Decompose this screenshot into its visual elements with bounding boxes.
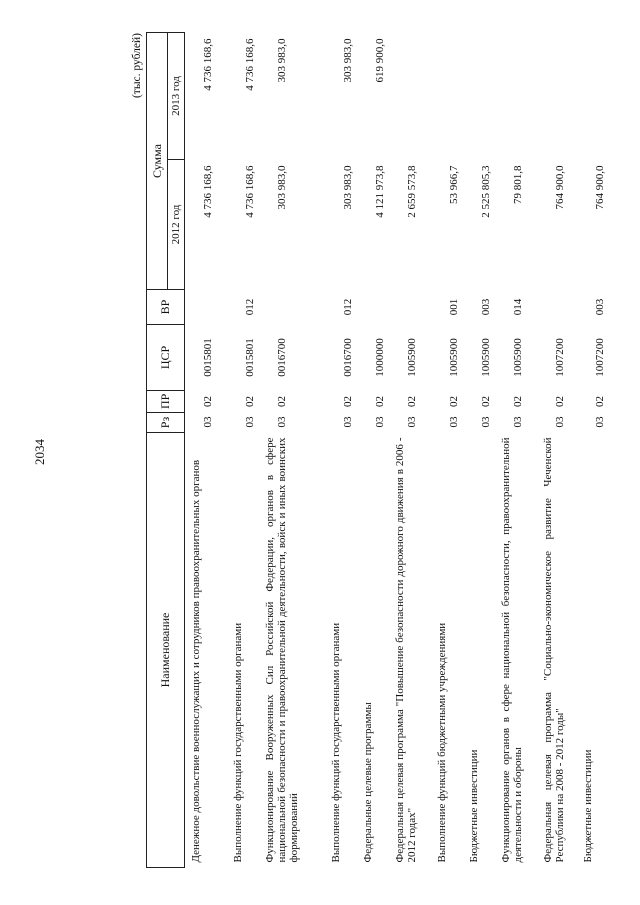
row-vr: 012 bbox=[341, 298, 354, 316]
row-vr: 014 bbox=[511, 298, 524, 316]
row-name: Бюджетные инвестиции bbox=[581, 749, 594, 863]
table-header bbox=[147, 32, 185, 867]
rotated-page-content bbox=[128, 33, 628, 868]
row-amount-2013: 303 983,0 bbox=[275, 38, 288, 83]
row-csr: 1007200 bbox=[593, 338, 606, 377]
table-body bbox=[185, 32, 609, 867]
row-amount-2012: 2 525 805,3 bbox=[479, 165, 492, 218]
row-amount-2013 bbox=[463, 32, 495, 159]
row-rz: 03 bbox=[553, 416, 566, 428]
table-row bbox=[537, 32, 577, 867]
table-row bbox=[325, 32, 357, 867]
row-rz: 03 bbox=[447, 416, 460, 428]
row-amount-2012: 764 900,0 bbox=[593, 165, 606, 210]
row-name: Бюджетные инвестиции bbox=[467, 749, 480, 863]
row-csr: 1000000 bbox=[373, 338, 386, 377]
header-csr: ЦСР bbox=[147, 325, 185, 391]
row-amount-2012: 4 736 168,6 bbox=[202, 165, 214, 218]
row-pr: 02 bbox=[373, 396, 386, 407]
row-pr: 02 bbox=[447, 396, 460, 407]
row-vr bbox=[537, 290, 577, 325]
row-vr: 012 bbox=[243, 298, 256, 316]
units-label: (тыс. рублей) bbox=[131, 33, 143, 99]
row-name: Выполнение функций бюджетными учреждениями bbox=[435, 622, 448, 863]
row-name: Функционирование органов в сфере национальной безопасности, правоохранительной деятельности и обороны bbox=[499, 437, 524, 863]
row-csr: 0015801 bbox=[243, 338, 256, 377]
row-name: Функционирование Вооруженных Сил Российской Федерации, органов в сфере национальной безопасности и правоохранительной деятельности, войск и иных воинских формирований bbox=[263, 437, 300, 863]
row-vr bbox=[259, 290, 325, 325]
row-csr: 1005900 bbox=[447, 338, 460, 377]
row-pr: 02 bbox=[511, 396, 524, 407]
row-rz: 03 bbox=[243, 416, 256, 428]
row-pr: 02 bbox=[275, 396, 288, 407]
row-csr: 0016700 bbox=[341, 338, 354, 377]
table-row bbox=[431, 32, 463, 867]
table-row bbox=[389, 32, 431, 867]
row-amount-2012: 53 966,7 bbox=[447, 165, 460, 204]
row-rz: 03 bbox=[405, 416, 418, 428]
row-csr: 1005900 bbox=[479, 338, 492, 377]
header-sum: Сумма bbox=[147, 32, 168, 289]
row-amount-2013: 303 983,0 bbox=[341, 38, 354, 83]
budget-table bbox=[146, 32, 609, 868]
row-pr: 02 bbox=[341, 396, 354, 407]
row-amount-2012: 303 983,0 bbox=[275, 165, 288, 210]
row-rz: 03 bbox=[341, 416, 354, 428]
row-name: Денежное довольствие военнослужащих и сотрудников правоохранительных органов bbox=[190, 459, 202, 863]
header-year-2012: 2012 год bbox=[168, 160, 185, 290]
row-amount-2013 bbox=[577, 32, 609, 159]
row-amount-2012: 4 121 973,8 bbox=[373, 165, 386, 218]
row-rz: 03 bbox=[202, 416, 214, 428]
header-year-2013: 2013 год bbox=[168, 32, 185, 159]
table-row bbox=[495, 32, 537, 867]
row-rz: 03 bbox=[479, 416, 492, 428]
row-amount-2013 bbox=[389, 32, 431, 159]
row-rz: 03 bbox=[275, 416, 288, 428]
row-amount-2013: 619 900,0 bbox=[373, 38, 386, 83]
row-rz: 03 bbox=[511, 416, 524, 428]
row-name: Выполнение функций государственными органами bbox=[231, 622, 244, 863]
row-name: Федеральная целевая программа "Повышение безопасности дорожного движения в 2006 - 2012 годах" bbox=[393, 437, 418, 863]
row-amount-2013 bbox=[495, 32, 537, 159]
row-amount-2013 bbox=[537, 32, 577, 159]
row-amount-2013: 4 736 168,6 bbox=[202, 38, 214, 91]
row-rz: 03 bbox=[373, 416, 386, 428]
row-csr: 0015801 bbox=[202, 338, 214, 377]
row-amount-2012: 764 900,0 bbox=[553, 165, 566, 210]
row-pr: 02 bbox=[405, 396, 418, 407]
header-vr: ВР bbox=[147, 290, 185, 325]
table-row bbox=[227, 32, 259, 867]
header-rz: Рз bbox=[147, 413, 185, 433]
table-row bbox=[577, 32, 609, 867]
table-row bbox=[463, 32, 495, 867]
row-pr: 02 bbox=[479, 396, 492, 407]
row-rz: 03 bbox=[593, 416, 606, 428]
row-csr: 1007200 bbox=[553, 338, 566, 377]
table-row bbox=[185, 32, 227, 867]
row-pr: 02 bbox=[553, 396, 566, 407]
row-csr: 0016700 bbox=[275, 338, 288, 377]
row-vr: 003 bbox=[593, 298, 606, 316]
row-name: Федеральная целевая программа "Социально-экономическое развитие Чеченской Республики на 2008 - 2012 годы" bbox=[541, 437, 566, 863]
row-vr bbox=[389, 290, 431, 325]
row-vr bbox=[185, 290, 227, 325]
row-amount-2012: 303 983,0 bbox=[341, 165, 354, 210]
row-vr: 001 bbox=[447, 298, 460, 316]
row-vr: 003 bbox=[479, 298, 492, 316]
row-amount-2013 bbox=[431, 32, 463, 159]
row-name: Федеральные целевые программы bbox=[361, 702, 374, 863]
header-pr: ПР bbox=[147, 391, 185, 413]
row-pr: 02 bbox=[202, 396, 214, 407]
row-pr: 02 bbox=[243, 396, 256, 407]
row-csr: 1005900 bbox=[511, 338, 524, 377]
header-name: Наименование bbox=[147, 433, 185, 868]
row-amount-2012: 79 801,8 bbox=[511, 165, 524, 204]
table-row bbox=[259, 32, 325, 867]
table-row bbox=[357, 32, 389, 867]
row-pr: 02 bbox=[593, 396, 606, 407]
row-csr: 1005900 bbox=[405, 338, 418, 377]
row-amount-2013: 4 736 168,6 bbox=[243, 38, 256, 91]
row-amount-2012: 2 659 573,8 bbox=[405, 165, 418, 218]
page-number: 2034 bbox=[32, 439, 47, 465]
row-vr bbox=[357, 290, 389, 325]
row-amount-2012: 4 736 168,6 bbox=[243, 165, 256, 218]
row-name: Выполнение функций государственными органами bbox=[329, 622, 342, 863]
